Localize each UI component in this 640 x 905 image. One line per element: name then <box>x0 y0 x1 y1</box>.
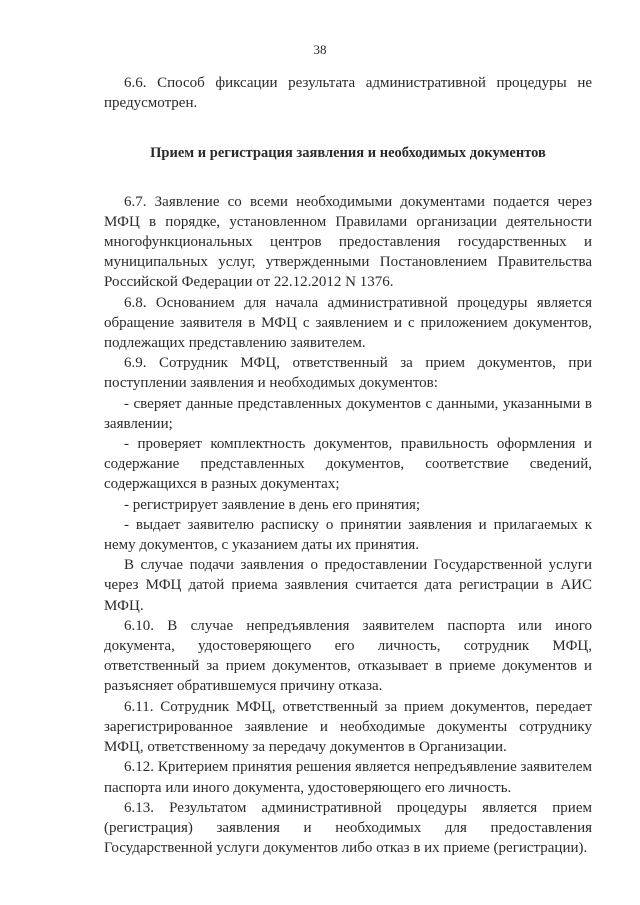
document-body <box>104 73 592 858</box>
page-number: 38 <box>313 42 327 57</box>
paragraph-6-12: 6.12. Критерием принятия решения является непредъявление заявителем паспорта или иного документа, удостоверяющего его личность. <box>104 759 592 796</box>
paragraph-6-9: 6.9. Сотрудник МФЦ, ответственный за прием документов, при поступлении заявления и необходимых документов: <box>104 355 592 392</box>
list-item-receipt: - выдает заявителю расписку о принятии заявления и прилагаемых к нему документов, с указанием даты их принятия. <box>104 516 592 554</box>
paragraph-6-6: 6.6. Способ фиксации результата административной процедуры не предусмотрен. <box>104 75 592 112</box>
paragraph-mfc-date: В случае подачи заявления о предоставлении Государственной услуги через МФЦ датой приема заявления считается дата регистрации в АИС МФЦ. <box>104 557 592 614</box>
paragraph-6-8: 6.8. Основанием для начала административной процедуры является обращение заявителя в МФЦ с заявлением и с приложением документов, подлежащих представлению заявителем. <box>104 294 592 352</box>
paragraph-6-11: 6.11. Сотрудник МФЦ, ответственный за прием документов, передает зарегистрированное заявление и необходимые документы сотруднику МФЦ, ответственному за передачу документов в Организации. <box>104 698 592 756</box>
list-item-register: - регистрирует заявление в день его принятия; <box>124 496 421 513</box>
list-item-verify: - сверяет данные представленных документов с данными, указанными в заявлении; <box>104 395 592 432</box>
paragraph-6-13: 6.13. Результатом административной процедуры является прием (регистрация) заявления и необходимых для предоставления Государственной услуги документов либо отказ в их приеме (регистрации). <box>104 799 592 857</box>
list-item-check: - проверяет комплектность документов, правильность оформления и содержание представленных документов, соответствие сведений, содержащихся в разных документах; <box>104 436 592 493</box>
section-heading: Прием и регистрация заявления и необходимых документов <box>150 145 546 162</box>
paragraph-6-10: 6.10. В случае непредъявления заявителем паспорта или иного документа, удостоверяющего его личность, сотрудник МФЦ, ответственный за прием документов, отказывает в приеме документов и разъясняет обратившемуся причину отказа. <box>104 617 592 695</box>
paragraph-6-7: 6.7. Заявление со всеми необходимыми документами подается через МФЦ в порядке, установленном Правилами организации деятельности многофункциональных центров предоставления государственных и муниципальных услуг, утвержденными Постановлением Правительства Российской Федерации от 22.12.2012 N 1376. <box>104 193 592 291</box>
